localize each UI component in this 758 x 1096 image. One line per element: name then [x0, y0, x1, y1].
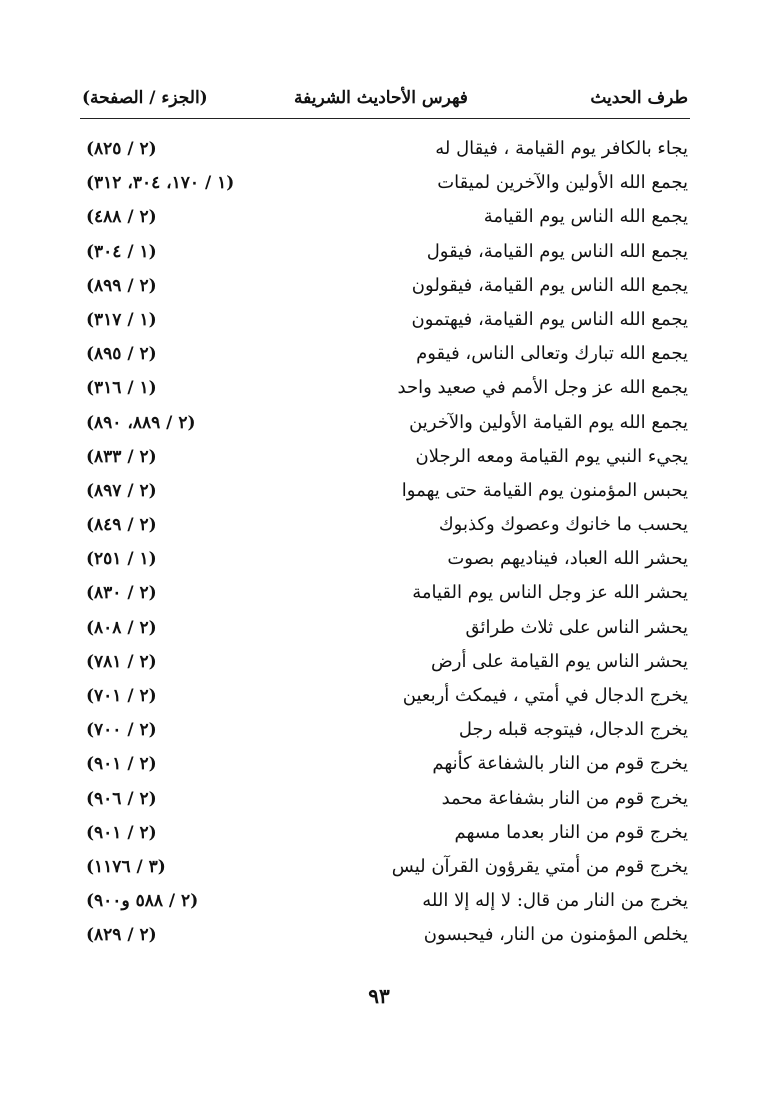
volume-page-reference: (٢ / ٩٠١)	[86, 754, 157, 775]
volume-page-reference: (٣ / ١١٧٦)	[86, 856, 166, 877]
volume-page-reference: (٢ / ٨٩٥)	[86, 344, 157, 365]
list-item	[80, 611, 690, 645]
volume-page-reference: (٢ / ٨٣٠)	[86, 583, 157, 604]
list-item	[80, 440, 690, 474]
volume-page-reference: (٢ / ٩٠٦)	[86, 788, 157, 809]
hadith-text: يجمع الله عز وجل الأمم في صعيد واحد	[397, 377, 688, 399]
hadith-text: يجمع الله الناس يوم القيامة	[483, 206, 688, 228]
volume-page-reference: (٢ / ٨٩٩)	[86, 275, 157, 296]
list-item	[80, 645, 690, 679]
list-item	[80, 200, 690, 234]
hadith-text: يخرج من النار من قال: لا إله إلا الله	[422, 890, 688, 912]
hadith-text: يجيء النبي يوم القيامة ومعه الرجلان	[415, 445, 688, 467]
volume-page-reference: (٢ / ٧٠١)	[86, 686, 157, 706]
hadith-text: يحشر الله عز وجل الناس يوم القيامة	[412, 582, 688, 604]
volume-page-reference: (٢ / ٨٤٩)	[86, 515, 157, 536]
volume-page-reference: (١ / ٣١٧)	[86, 309, 157, 330]
hadith-text: يجاء بالكافر يوم القيامة ، فيقال له	[435, 138, 688, 159]
list-item	[80, 884, 690, 918]
hadith-text: يحسب ما خانوك وعصوك وكذبوك	[438, 514, 688, 536]
page-header	[80, 82, 690, 119]
header-hadith-column-title: طرف الحديث	[590, 88, 688, 108]
volume-page-reference: (٢ / ٨٩٧)	[86, 480, 157, 501]
hadith-text: يخرج قوم من النار بعدما مسهم	[454, 821, 688, 843]
list-item	[80, 850, 690, 884]
list-item	[80, 474, 690, 508]
hadith-text: يجمع الله الأولين والآخرين لميقات	[437, 172, 688, 194]
hadith-index-list	[80, 132, 690, 953]
list-item	[80, 679, 690, 713]
hadith-text: يخرج قوم من أمتي يقرؤون القرآن ليس	[391, 855, 688, 877]
volume-page-reference: (٢ / ٨٢٥)	[86, 139, 157, 159]
list-item	[80, 508, 690, 542]
list-item	[80, 406, 690, 440]
list-item	[80, 542, 690, 576]
volume-page-reference: (٢ / ٨٢٩)	[86, 925, 157, 946]
list-item	[80, 371, 690, 405]
hadith-text: يجمع الله الناس يوم القيامة، فيقول	[426, 240, 688, 262]
hadith-text: يجمع الله الناس يوم القيامة، فيهتمون	[411, 308, 688, 330]
list-item	[80, 166, 690, 200]
hadith-text: يجمع الله تبارك وتعالى الناس، فيقوم	[416, 343, 688, 365]
list-item	[80, 816, 690, 850]
volume-page-reference: (٢ / ٨٨٩، ٨٩٠)	[86, 412, 196, 433]
hadith-text: يخرج الدجال، فيتوجه قبله رجل	[458, 719, 688, 741]
volume-page-reference: (٢ / ٧٨١)	[86, 651, 157, 672]
list-item	[80, 269, 690, 303]
hadith-text: يخرج الدجال في أمتي ، فيمكث أربعين	[402, 685, 688, 706]
hadith-text: يجمع الله الناس يوم القيامة، فيقولون	[411, 274, 688, 296]
volume-page-reference: (١ / ٢٥١)	[86, 549, 157, 570]
hadith-text: يخلص المؤمنون من النار، فيحبسون	[423, 924, 688, 946]
volume-page-reference: (٢ / ٩٠١)	[86, 822, 157, 843]
list-item	[80, 713, 690, 747]
list-item	[80, 747, 690, 781]
list-item	[80, 576, 690, 610]
volume-page-reference: (٢ / ٥٨٨ و٩٠٠)	[86, 891, 199, 912]
list-item	[80, 235, 690, 269]
hadith-text: يخرج قوم من النار بالشفاعة كأنهم	[432, 753, 688, 775]
volume-page-reference: (١ / ١٧٠، ٣٠٤، ٣١٢)	[86, 173, 235, 194]
hadith-text: يحبس المؤمنون يوم القيامة حتى يهموا	[401, 479, 688, 501]
list-item	[80, 303, 690, 337]
hadith-text: يخرج قوم من النار بشفاعة محمد	[441, 787, 688, 809]
hadith-text: يحشر الله العباد، فيناديهم بصوت	[447, 548, 688, 570]
list-item	[80, 782, 690, 816]
list-item	[80, 918, 690, 952]
hadith-text: يجمع الله يوم القيامة الأولين والآخرين	[409, 411, 688, 433]
hadith-text: يحشر الناس يوم القيامة على أرض	[430, 650, 688, 672]
volume-page-reference: (٢ / ٨٣٣)	[86, 446, 157, 467]
list-item	[80, 337, 690, 371]
page-number: ٩٣	[368, 984, 390, 1008]
header-index-title: فهرس الأحاديث الشريفة	[294, 88, 468, 108]
volume-page-reference: (١ / ٣٠٤)	[86, 241, 157, 262]
volume-page-reference: (٢ / ٧٠٠)	[86, 720, 157, 741]
header-reference-column-title: (الجزء / الصفحة)	[82, 88, 208, 108]
list-item	[80, 132, 690, 166]
volume-page-reference: (٢ / ٨٠٨)	[86, 617, 157, 638]
volume-page-reference: (١ / ٣١٦)	[86, 378, 157, 399]
hadith-text: يحشر الناس على ثلاث طرائق	[465, 616, 688, 638]
volume-page-reference: (٢ / ٤٨٨)	[86, 207, 157, 228]
